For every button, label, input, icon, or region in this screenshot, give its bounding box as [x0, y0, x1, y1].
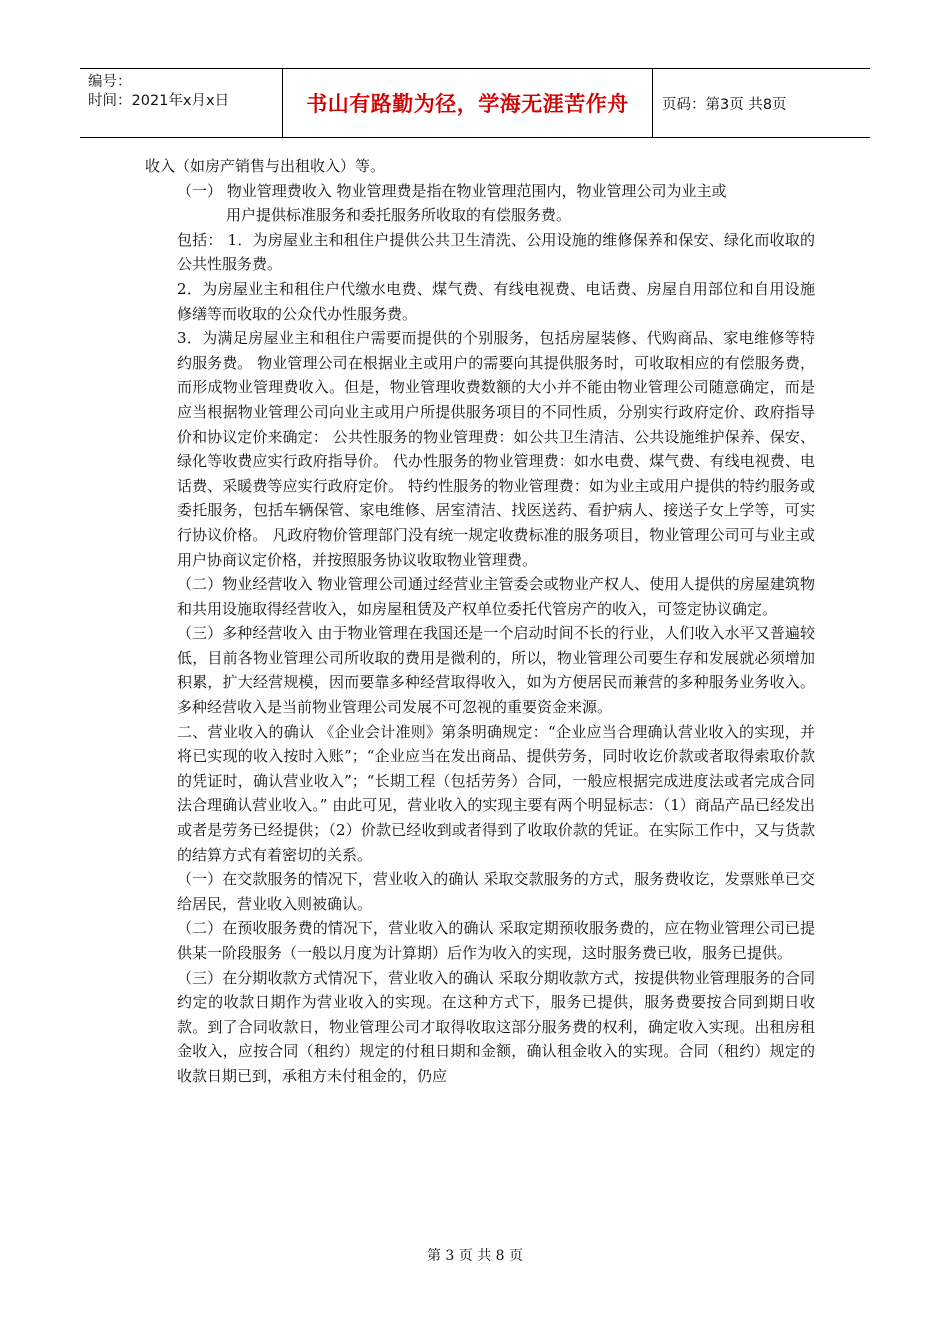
- document-number-label: 编号：: [88, 74, 132, 90]
- paragraph: （三）多种经营收入 由于物业管理在我国还是一个启动时间不长的行业，人们收入水平又普遍较低，目前各物业管理公司所收取的费用是微利的，所以，物业管理公司要生存和发展就必须增加积累，扩大经营规模，因而要靠多种经营取得收入，如为方便居民而兼营的多种服务业务收入。多种经营收入是当前物业管理公司发展不可忽视的重要资金来源。: [177, 624, 815, 717]
- paragraph: （二）在预收服务费的情况下，营业收入的确认 采取定期预收服务费的，应在物业管理公司已提供某一阶段服务（一般以月度为计算期）后作为收入的实现，这时服务费已收，服务已提供。: [177, 919, 815, 962]
- paragraph: （三）在分期收款方式情况下，营业收入的确认 采取分期收款方式，按提供物业管理服务的合同约定的收款日期作为营业收入的实现。在这种方式下，服务已提供，服务费要按合同到期日收款。到了合同收款日，物业管理公司才取得收取这部分服务费的权利，确定收入实现。出租房租金收入，应按合同（租约）规定的付租日期和金额，确认租金收入的实现。合同（租约）规定的收款日期已到，承租方未付租金的，仍应: [177, 968, 815, 1085]
- paragraph: 收入（如房产销售与出租收入）等。: [145, 157, 386, 175]
- paragraph: （二）物业经营收入 物业管理公司通过经营业主管委会或物业产权人、使用人提供的房屋建筑物和共用设施取得经营收入，如房屋租赁及产权单位委托代管房产的收入，可签定协议确定。: [177, 575, 815, 618]
- paragraph: （一）在交款服务的情况下，营业收入的确认 采取交款服务的方式，服务费收讫，发票账单已交给居民，营业收入则被确认。: [177, 870, 815, 913]
- section-heading-property-fee: （一） 物业管理费收入 物业管理费是指在物业管理范围内，物业管理公司为业主或: [177, 181, 727, 200]
- header-page-number: 页码：第3页 共8页: [662, 96, 787, 113]
- page-header: [80, 68, 870, 138]
- page-footer: 第 3 页 共 8 页: [426, 1248, 524, 1264]
- paragraph: 二、营业收入的确认 《企业会计准则》第条明确规定：“企业应当合理确认营业收入的实现，并将已实现的收入按时入账”；“企业应当在发出商品、提供劳务，同时收讫价款或者取得索取价款的凭证时，确认营业收入”；“长期工程（包括劳务）合同，一般应根据完成进度法或者完成合同法合理确认营业收入。” 由此可见，营业收入的实现主要有两个明显标志：（1）商品产品已经发出或者是劳务已经提供；（2）价款已经收到或者得到了收取价款的凭证。在实际工作中，又与货款的结算方式有着密切的关系。: [177, 722, 815, 864]
- paragraph: 2．为房屋业主和租住户代缴水电费、煤气费、有线电视费、电话费、房屋自用部位和自用设施修缮等而收取的公众代办性服务费。: [177, 279, 815, 323]
- paragraph: 包括： 1．为房屋业主和租住户提供公共卫生清洗、公用设施的维修保养和保安、绿化而收取的公共性服务费。: [177, 230, 815, 274]
- document-date-label: 时间：2021年x月x日: [88, 93, 230, 109]
- header-meta-cell: [80, 69, 283, 137]
- paragraph: 3．为满足房屋业主和租住户需要而提供的个别服务，包括房屋装修、代购商品、家电维修等特约服务费。 物业管理公司在根据业主或用户的需要向其提供服务时，可收取相应的有偿服务费，而形成物业管理费收入。但是，物业管理收费数额的大小并不能由物业管理公司随意确定，而是应当根据物业管理公司向业主或用户所提供服务项目的不同性质，分别实行政府定价、政府指导价和协议定价来确定： 公共性服务的物业管理费：如公共卫生清洁、公共设施维护保养、保安、绿化等收费应实行政府指导价。 代办性服务的物业管理费：如水电费、煤气费、有线电视费、电话费、采暖费等应实行政府定价。 特约性服务的物业管理费：如为业主或用户提供的特约服务或委托服务，包括车辆保管、家电维修、居室清洁、找医送药、看护病人、接送子女上学等，可实行协议价格。 凡政府物价管理部门没有统一规定收费标准的服务项目，物业管理公司可与业主或用户协商议定价格，并按照服务协议收取物业管理费。: [177, 329, 815, 569]
- document-body: [145, 154, 815, 1089]
- header-motto: 书山有路勤为径，学海无涯苦作舟: [283, 69, 653, 137]
- paragraph: 用户提供标准服务和委托服务所收取的有偿服务费。: [226, 206, 572, 225]
